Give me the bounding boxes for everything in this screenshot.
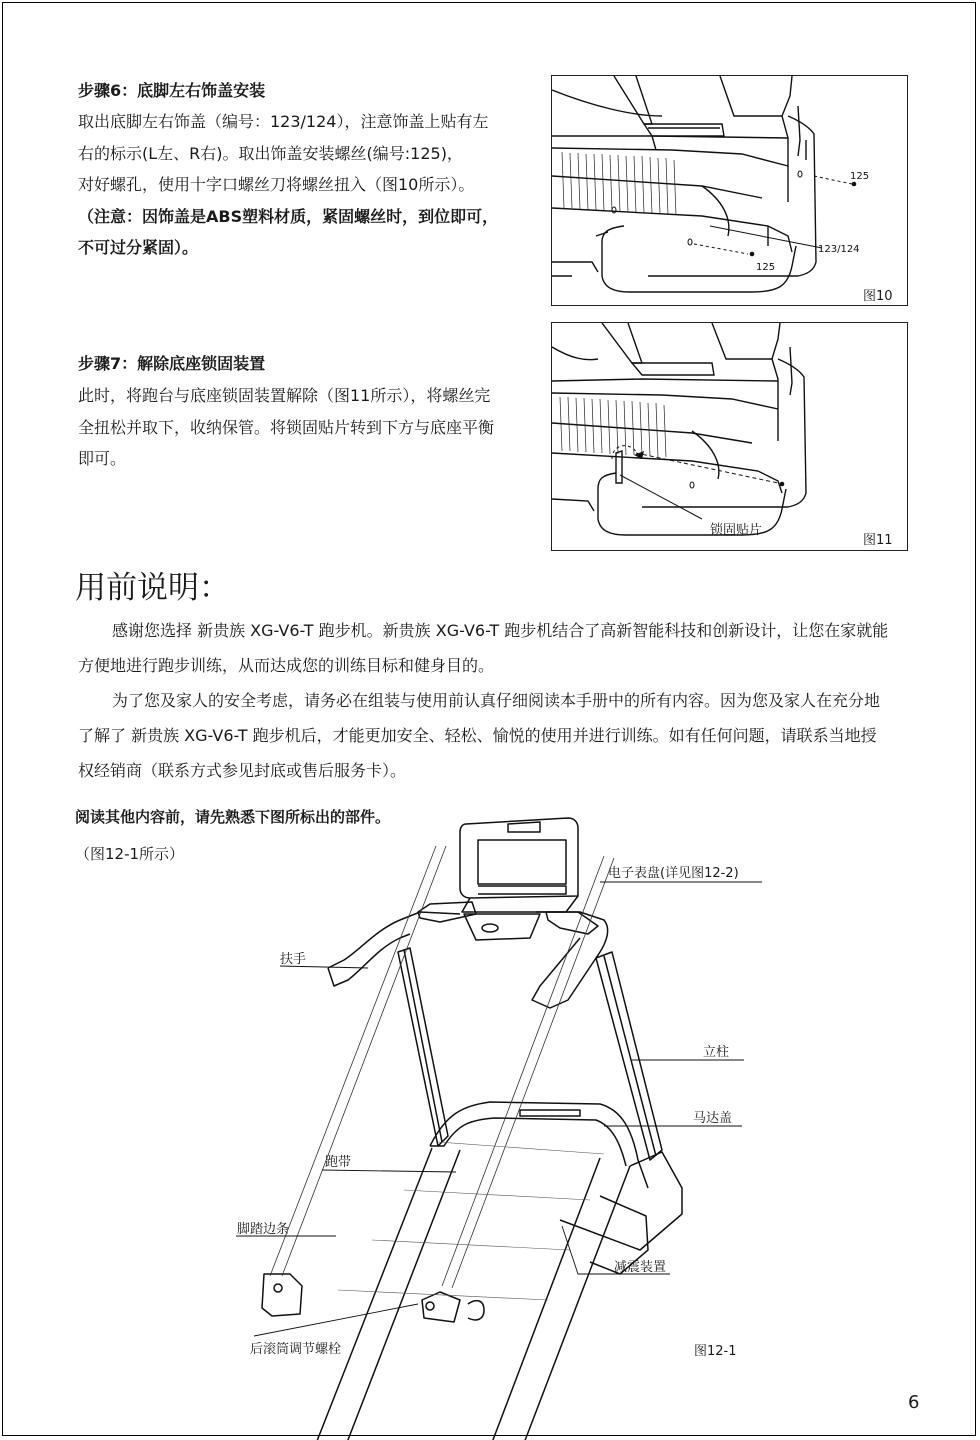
label-upright: 立柱 bbox=[703, 1045, 730, 1060]
label-console: 电子表盘(详见图12-2) bbox=[608, 866, 739, 881]
label-motor-cover: 马达盖 bbox=[693, 1111, 733, 1126]
step6-line-1: 取出底脚左右饰盖（编号：123/124），注意饰盖上贴有左 bbox=[78, 112, 489, 131]
figure-reference: （图12-1所示） bbox=[75, 845, 185, 863]
label-side-rail: 脚踏边条 bbox=[237, 1222, 290, 1237]
label-handrail: 扶手 bbox=[280, 952, 307, 967]
step7-line-1: 此时，将跑台与底座锁固装置解除（图11所示），将螺丝完 bbox=[78, 386, 491, 405]
label-shock: 减震装置 bbox=[614, 1260, 667, 1275]
intro-line-4: 了解了 新贵族 XG-V6-T 跑步机后，才能更加安全、轻松、愉悦的使用并进行训练。如有任何问题，请联系当地授 bbox=[78, 726, 877, 745]
label-belt: 跑带 bbox=[325, 1155, 352, 1170]
fig10-callout-bottom: 125 bbox=[756, 262, 776, 273]
section-heading: 用前说明： bbox=[75, 570, 230, 606]
intro-line-5: 权经销商（联系方式参见封底或售后服务卡）。 bbox=[78, 761, 407, 780]
page-number: 6 bbox=[908, 1392, 920, 1413]
label-rear-roller-bolt: 后滚筒调节螺栓 bbox=[250, 1342, 342, 1357]
step6-line-2: 右的标示(L左、R右)。取出饰盖安装螺丝(编号:125)， bbox=[78, 143, 463, 163]
step7-title: 步骤7：解除底座锁固装置 bbox=[78, 354, 266, 373]
figure-11-caption: 图11 bbox=[863, 533, 893, 548]
fig10-callout-top: 125 bbox=[850, 171, 870, 182]
fig11-callout: 锁固贴片 bbox=[710, 523, 763, 538]
step6-note-2: 不可过分紧固）。 bbox=[78, 238, 199, 257]
figure-10-caption: 图10 bbox=[863, 289, 893, 304]
step6-line-3: 对好螺孔，使用十字口螺丝刀将螺丝扭入（图10所示）。 bbox=[78, 175, 475, 194]
step6-note-1: （注意：因饰盖是ABS塑料材质，紧固螺丝时，到位即可， bbox=[78, 206, 499, 226]
step7-line-2: 全扭松并取下，收纳保管。将锁固贴片转到下方与底座平衡 bbox=[78, 417, 495, 437]
figure-12-caption: 图12-1 bbox=[694, 1344, 737, 1359]
intro-line-2: 方便地进行跑步训练，从而达成您的训练目标和健身目的。 bbox=[78, 656, 495, 675]
read-note: 阅读其他内容前，请先熟悉下图所标出的部件。 bbox=[75, 808, 391, 826]
step7-line-3: 即可。 bbox=[78, 449, 127, 468]
step6-title: 步骤6：底脚左右饰盖安装 bbox=[78, 81, 266, 100]
fig10-callout-middle: 123/124 bbox=[818, 244, 860, 255]
intro-text-3: 为了您及家人的安全考虑，请务必在组装与使用前认真仔细阅读本手册中的所有内容。因为您及家人在充分地 bbox=[112, 691, 881, 710]
intro-text-1: 感谢您选择 新贵族 XG-V6-T 跑步机。新贵族 XG-V6-T 跑步机结合了高新智能科技和创新设计，让您在家就能 bbox=[112, 621, 889, 640]
